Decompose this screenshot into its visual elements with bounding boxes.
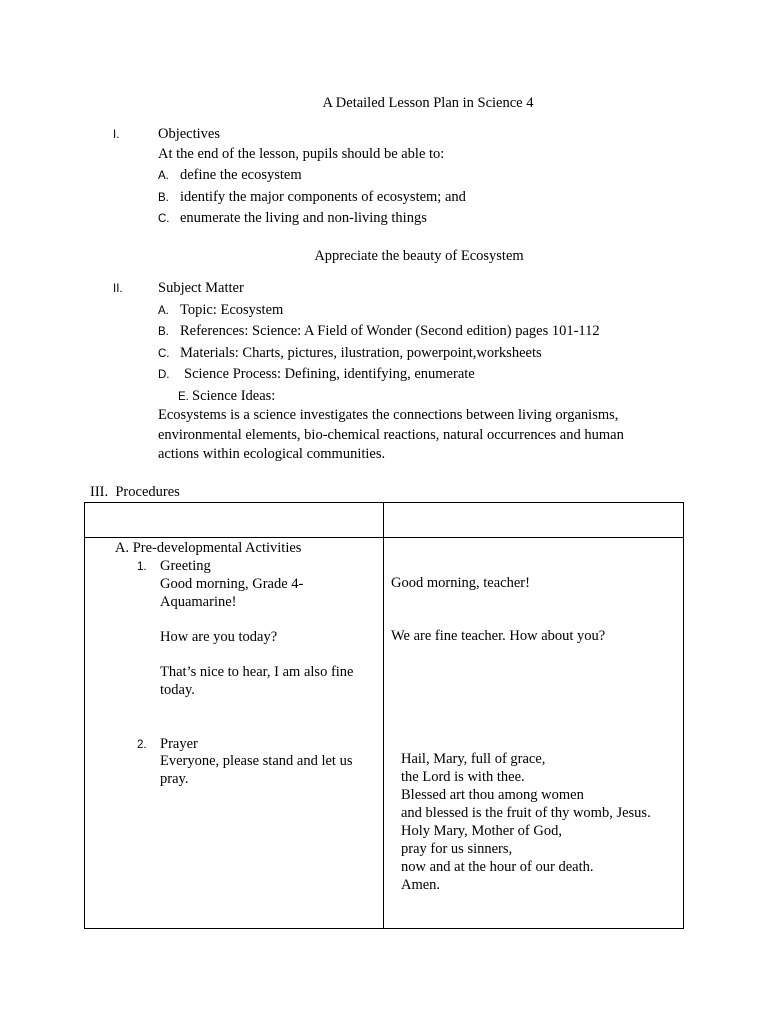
activity-heading: A. Pre-developmental Activities (115, 540, 302, 556)
subject-item: Materials: Charts, pictures, ilustration, powerpoint,worksheets (180, 345, 542, 361)
list-marker: B. (158, 192, 169, 204)
table-header-left (84, 502, 384, 538)
list-marker: 2. (137, 739, 147, 751)
list-marker: B. (158, 326, 169, 338)
science-ideas-label: Science Ideas: (192, 388, 276, 404)
step-label: Greeting (160, 558, 211, 574)
teacher-line: That’s nice to hear, I am also fine (160, 664, 354, 680)
teacher-line: Good morning, Grade 4- (160, 576, 304, 592)
prayer-line: now and at the hour of our death. (401, 859, 594, 875)
objective-item: identify the major components of ecosystem; and (180, 189, 466, 205)
teacher-line: today. (160, 682, 195, 698)
teacher-line: pray. (160, 771, 189, 787)
teacher-line: Everyone, please stand and let us (160, 753, 353, 769)
section-heading: III. Procedures (90, 484, 180, 500)
teacher-line: Aquamarine! (160, 594, 237, 610)
prayer-line: the Lord is with thee. (401, 769, 525, 785)
teacher-line: How are you today? (160, 629, 278, 645)
objectives-intro: At the end of the lesson, pupils should be able to: (158, 146, 445, 162)
prayer-line: and blessed is the fruit of thy womb, Jesus. (401, 805, 651, 821)
appreciation-line: Appreciate the beauty of Ecosystem (314, 248, 524, 264)
science-ideas-text: Ecosystems is a science investigates the connections between living organisms, environmental elements, bio-chemical reactions, natural occurrences and human actions within ecological communities. (158, 407, 624, 462)
prayer-line: Blessed art thou among women (401, 787, 584, 803)
objective-item: define the ecosystem (180, 167, 302, 183)
step-label: Prayer (160, 736, 198, 752)
list-marker: 1. (137, 561, 147, 573)
section-heading: Objectives (158, 126, 221, 142)
subject-item: References: Science: A Field of Wonder (Second edition) pages 101-112 (180, 323, 600, 339)
prayer-line: pray for us sinners, (401, 841, 513, 857)
subject-item: Topic: Ecosystem (180, 302, 284, 318)
list-marker: A. (158, 305, 169, 317)
pupil-line: Good morning, teacher! (391, 575, 530, 591)
prayer-line: Hail, Mary, full of grace, (401, 751, 546, 767)
list-marker: D. (158, 369, 170, 381)
list-marker: E. (178, 391, 189, 403)
section-marker: II. (113, 283, 123, 295)
prayer-text (401, 750, 651, 894)
list-marker: C. (158, 348, 170, 360)
table-header-right (383, 502, 684, 538)
objective-item: enumerate the living and non-living things (180, 210, 427, 226)
prayer-line: Holy Mary, Mother of God, (401, 823, 562, 839)
section-heading: Subject Matter (158, 280, 244, 296)
list-marker: C. (158, 213, 170, 225)
subject-item: Science Process: Defining, identifying, enumerate (184, 366, 475, 382)
page-title: A Detailed Lesson Plan in Science 4 (322, 95, 534, 111)
pupil-line: We are fine teacher. How about you? (391, 628, 606, 644)
list-marker: A. (158, 170, 169, 182)
prayer-line: Amen. (401, 877, 441, 893)
section-marker: I. (113, 129, 120, 141)
